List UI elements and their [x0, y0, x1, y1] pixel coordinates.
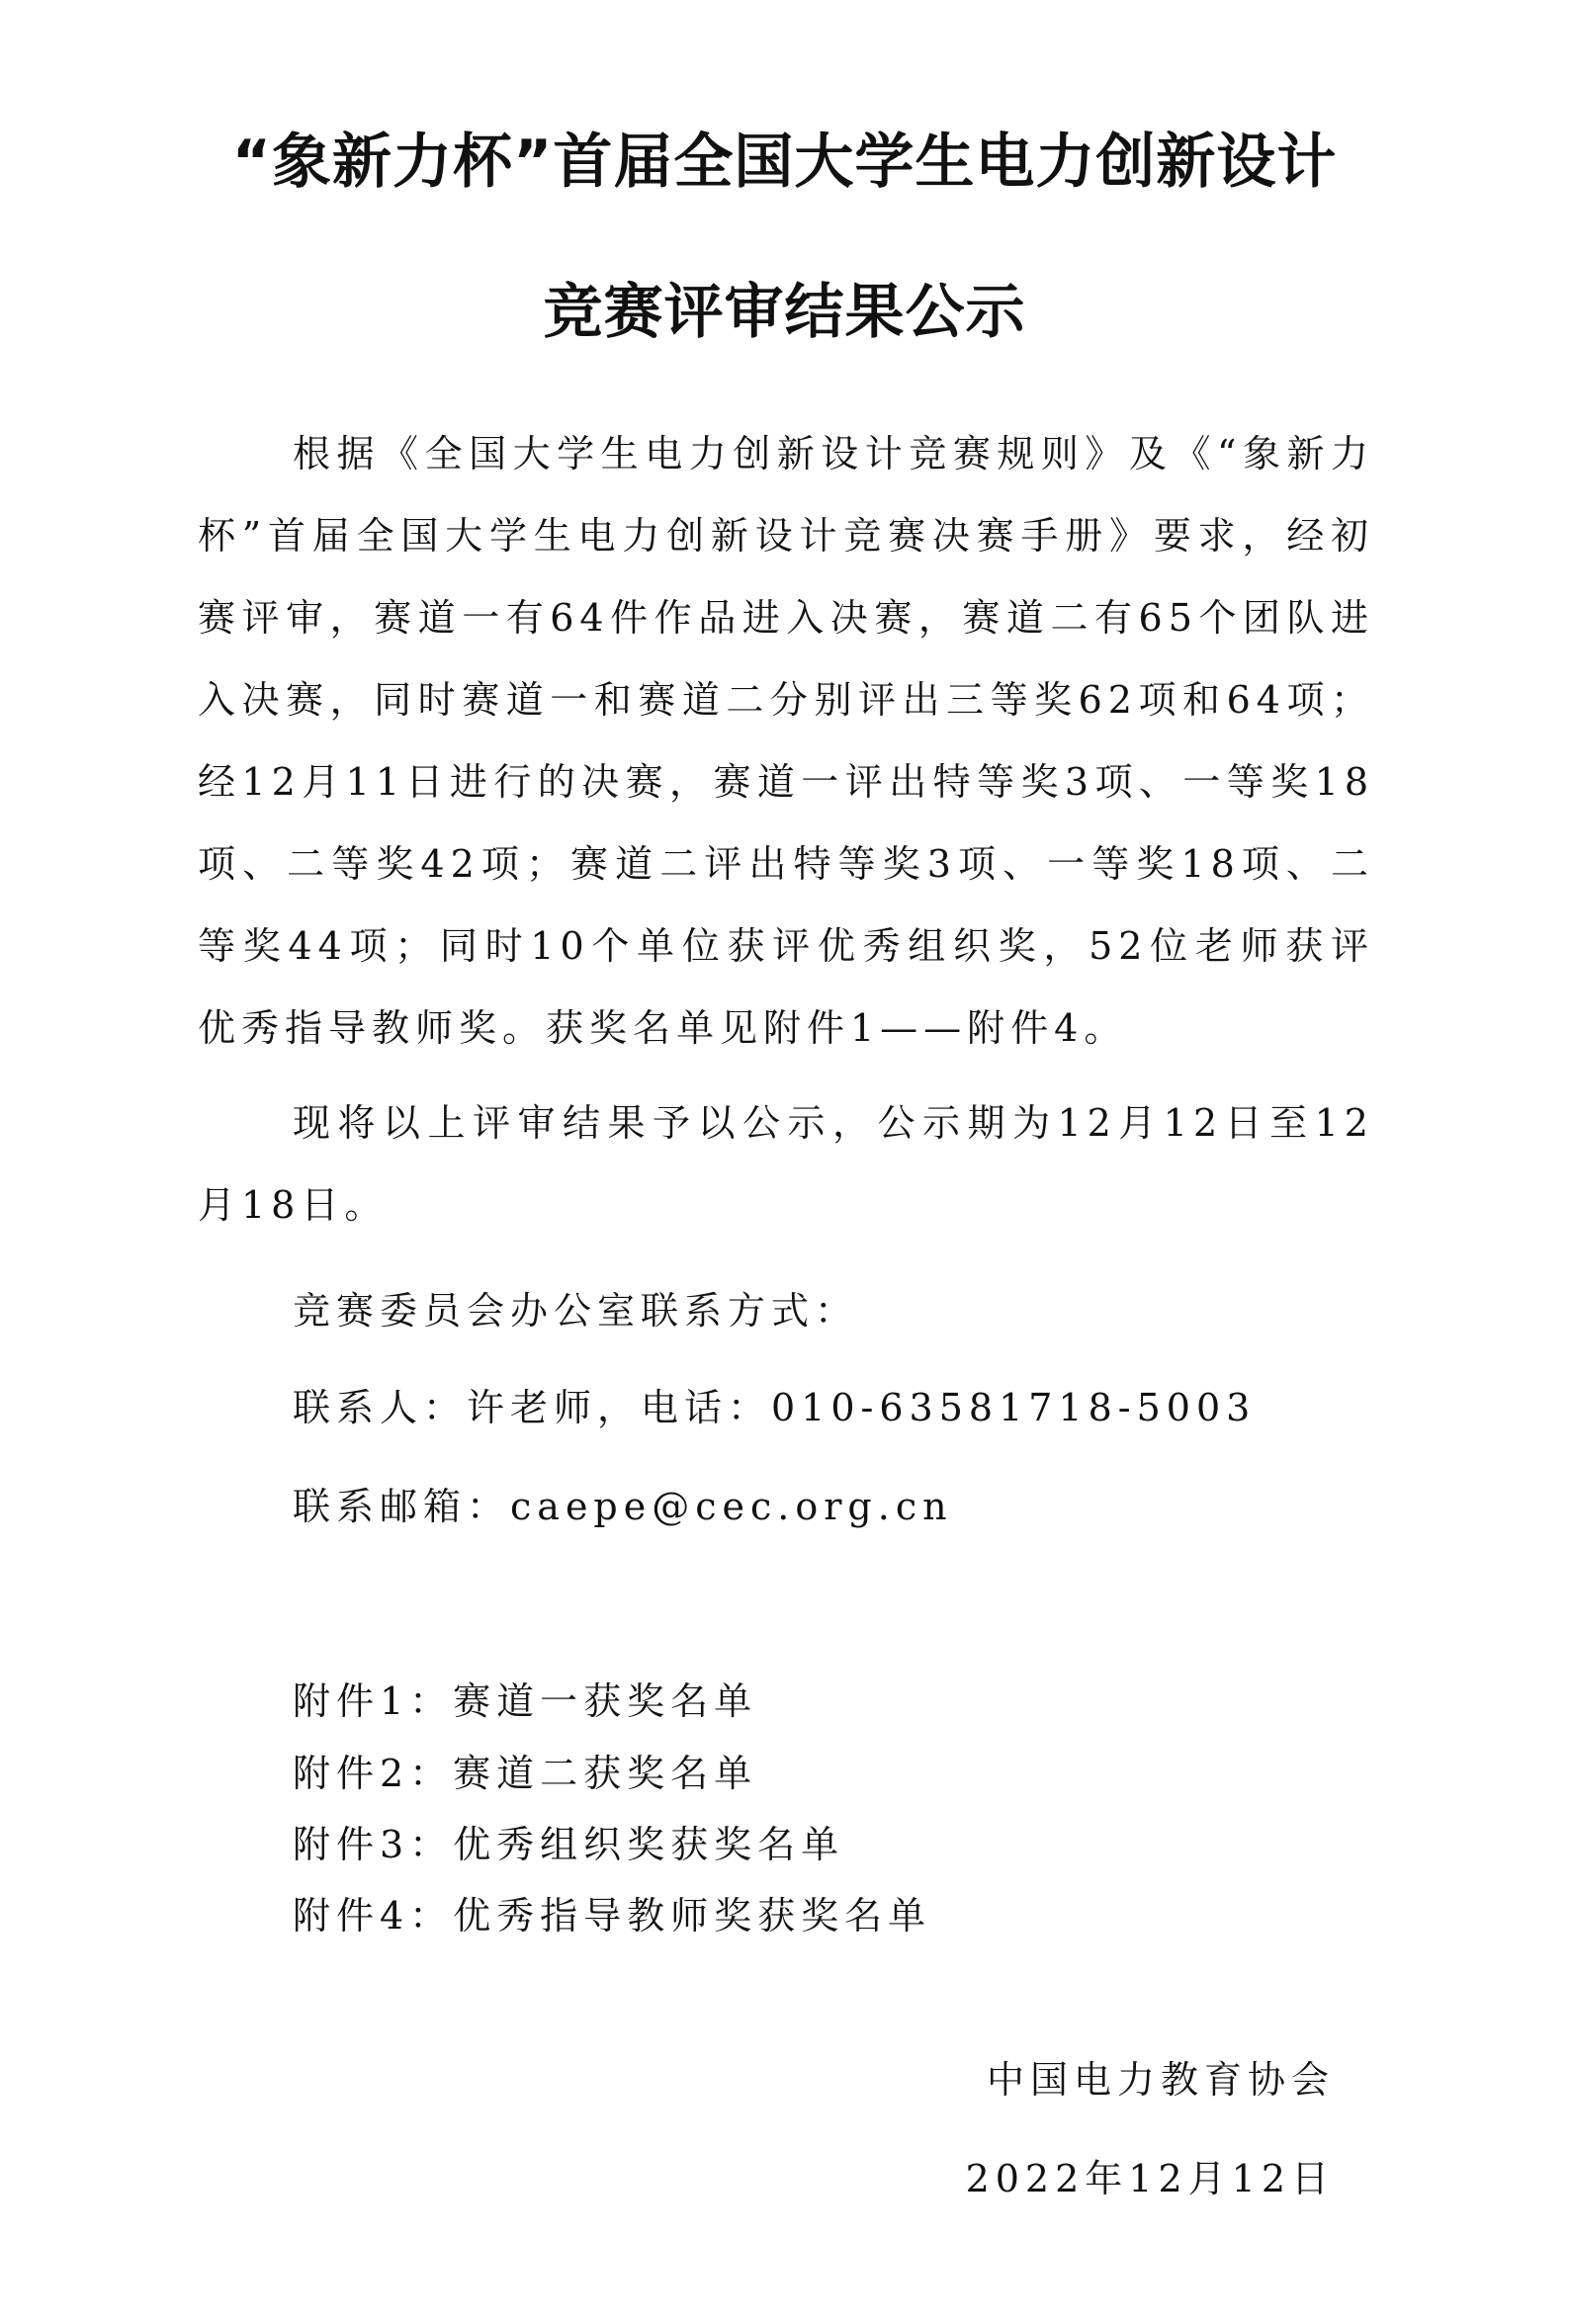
attachment-item: 附件4：优秀指导教师奖获奖名单	[293, 1894, 932, 1937]
signature-date: 2022年12月12日	[965, 2157, 1335, 2200]
page-title-line-2: 竞赛评审结果公示	[543, 278, 1026, 347]
body-paragraph-publicity: 现将以上评审结果予以公示，公示期为12月12日至12月18日。	[198, 1101, 1374, 1227]
contact-email: 联系邮箱：caepe@cec.org.cn	[293, 1485, 953, 1528]
page-title-line-1: “象新力杯”首届全国大学生电力创新设计	[231, 128, 1338, 197]
contact-person: 联系人：许老师，电话：010-63581718-5003	[293, 1386, 1257, 1429]
attachment-item: 附件3：优秀组织奖获奖名单	[293, 1823, 845, 1866]
body-paragraph-results: 根据《全国大学生电力创新设计竞赛规则》及《“象新力杯”首届全国大学生电力创新设计竞赛决赛手册》要求，经初赛评审，赛道一有64件作品进入决赛，赛道二有65个团队进入决赛，同时赛道一和赛道二分别评出三等奖62项和64项；经12月11日进行的决赛，赛道一评出特等奖3项、一等奖18项、二等奖42项；赛道二评出特等奖3项、一等奖18项、二等奖44项；同时10个单位获评优秀组织奖，52位老师获评优秀指导教师奖。获奖名单见附件1——附件4。	[198, 432, 1374, 1050]
attachment-item: 附件2：赛道二获奖名单	[293, 1752, 758, 1795]
attachment-item: 附件1：赛道一获奖名单	[293, 1679, 758, 1723]
contact-heading: 竞赛委员会办公室联系方式：	[293, 1289, 859, 1333]
signature-organization: 中国电力教育协会	[986, 2058, 1335, 2102]
